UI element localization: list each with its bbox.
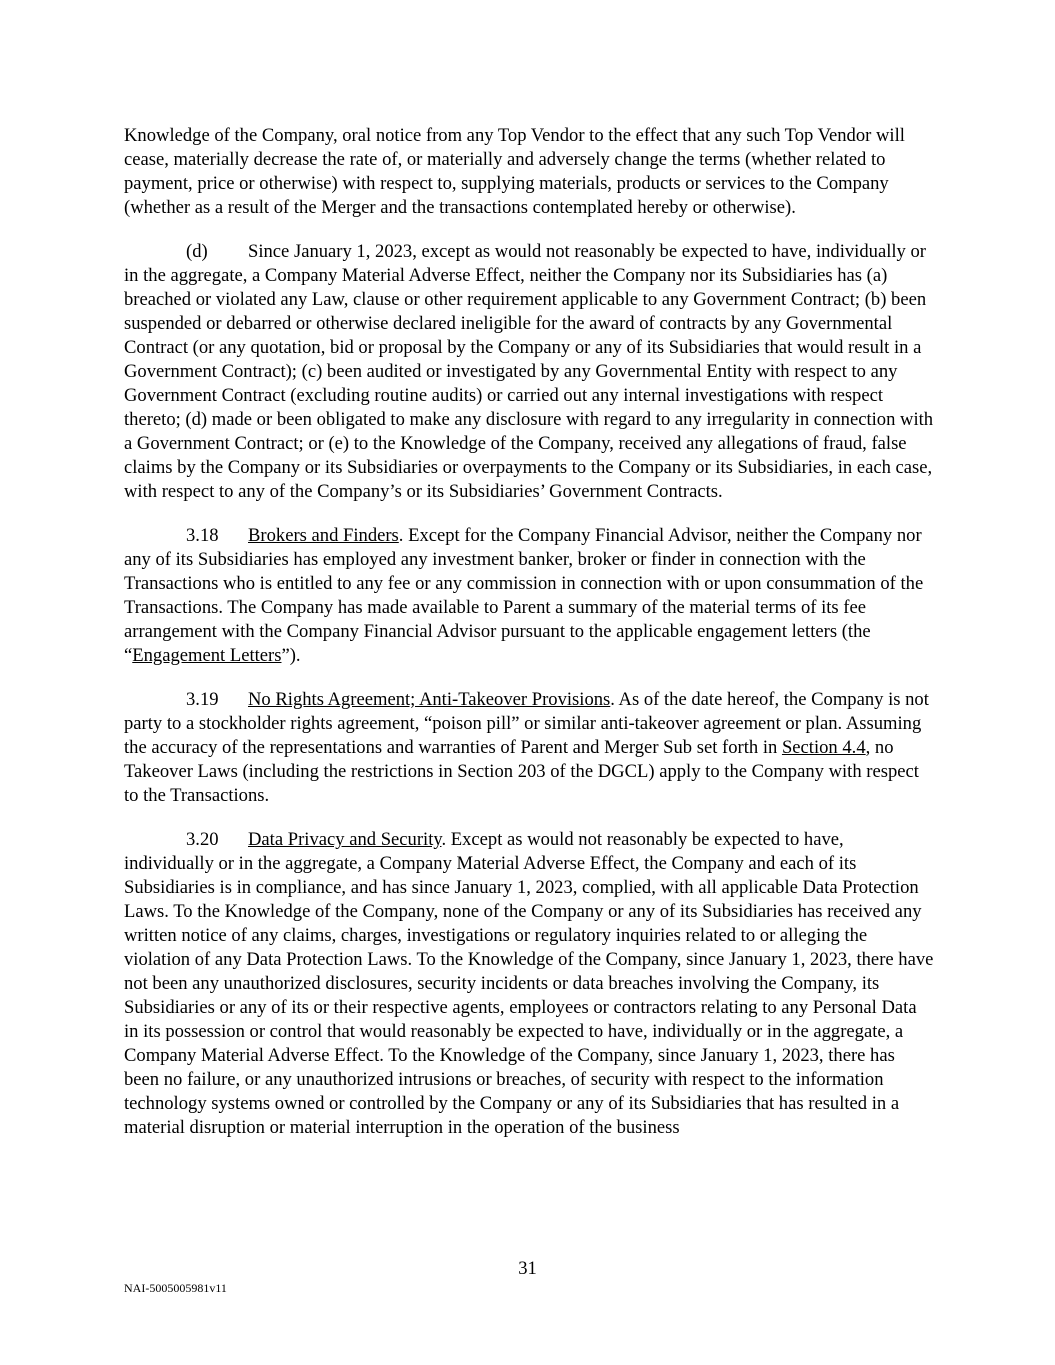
section-3-20 [124,828,934,1140]
section-3-19 [124,688,934,808]
section-heading: No Rights Agreement; Anti-Takeover Provisions [248,689,611,710]
document-id: NAI-5005005981v11 [124,1281,227,1295]
section-text: . As of the date hereof, the Company is not party to a stockholder rights agreement, “poison pill” or similar anti-takeover agreement or plan. Assuming the accuracy of the representations and warranties of Parent and Merger Sub set forth in [124,689,929,758]
paragraph-continuation [124,124,934,220]
section-cross-reference: Section 4.4 [781,737,866,758]
section-number: 3.20 [186,829,219,850]
paragraph-d [124,240,934,504]
section-number: 3.19 [186,689,219,710]
paragraph-text: Knowledge of the Company, oral notice from any Top Vendor to the effect that any such Top Vendor will cease, materially decrease the rate of, or materially and adversely change the terms (whether related to payment, price or otherwise) with respect to, supplying materials, products or services to the Company (whether as a result of the Merger and the transactions contemplated hereby or otherwise). [124,125,905,218]
section-3-18 [124,524,934,668]
section-text-end: , no Takeover Laws (including the restrictions in Section 203 of the DGCL) apply to the Company with respect to the Transactions. [124,737,919,806]
clause-label: (d) [186,241,208,262]
section-text-end: ”). [281,645,301,666]
document-body [124,124,934,1160]
section-number: 3.18 [186,525,219,546]
section-heading: Data Privacy and Security [248,829,442,850]
section-text: . Except for the Company Financial Advisor, neither the Company nor any of its Subsidiaries has employed any investment banker, broker or finder in connection with the Transactions who is entitled to any fee or any commission in connection with or upon consummation of the Transactions. The Company has made available to Parent a summary of the material terms of its fee arrangement with the Company Financial Advisor pursuant to the applicable engagement letters (the “ [124,525,924,666]
section-text: . Except as would not reasonably be expected to have, individually or in the aggregate, a Company Material Adverse Effect, the Company and each of its Subsidiaries is in compliance, and has since January 1, 2023, complied, with all applicable Data Protection Laws. To the Knowledge of the Company, none of the Company or any of its Subsidiaries has received any written notice of any claims, charges, investigations or regulatory inquiries related to or alleging the violation of any Data Protection Laws. To the Knowledge of the Company, since January 1, 2023, there have not been any unauthorized disclosures, security incidents or data breaches involving the Company, its Subsidiaries or any of its or their respective agents, employees or contractors relating to any Personal Data in its possession or control that would reasonably be expected to have, individually or in the aggregate, a Company Material Adverse Effect. To the Knowledge of the Company, since January 1, 2023, there has been no failure, or any unauthorized intrusions or breaches, of security with respect to the information technology systems owned or controlled by the Company or any of its Subsidiaries that has resulted in a material disruption or material interruption in the operation of the business [124,829,934,1138]
page-number: 31 [518,1258,537,1279]
section-heading: Brokers and Finders [248,525,399,546]
defined-term: Engagement Letters [132,645,282,666]
paragraph-text: Since January 1, 2023, except as would not reasonably be expected to have, individually or in the aggregate, a Company Material Adverse Effect, neither the Company nor its Subsidiaries has (a) breached or violated any Law, clause or other requirement applicable to any Government Contract; (b) been suspended or debarred or otherwise declared ineligible for the award of contracts by any Governmental Contract (or any quotation, bid or proposal by the Company or any of its Subsidiaries that would result in a Government Contract); (c) been audited or investigated by any Governmental Entity with respect to any Government Contract (excluding routine audits) or carried out any internal investigations with respect thereto; (d) made or been obligated to make any disclosure with regard to any irregularity in connection with a Government Contract; or (e) to the Knowledge of the Company, received any allegations of fraud, false claims by the Company or its Subsidiaries or overpayments to the Company or its Subsidiaries, in each case, with respect to any of the Company’s or its Subsidiaries’ Government Contracts. [124,241,934,502]
